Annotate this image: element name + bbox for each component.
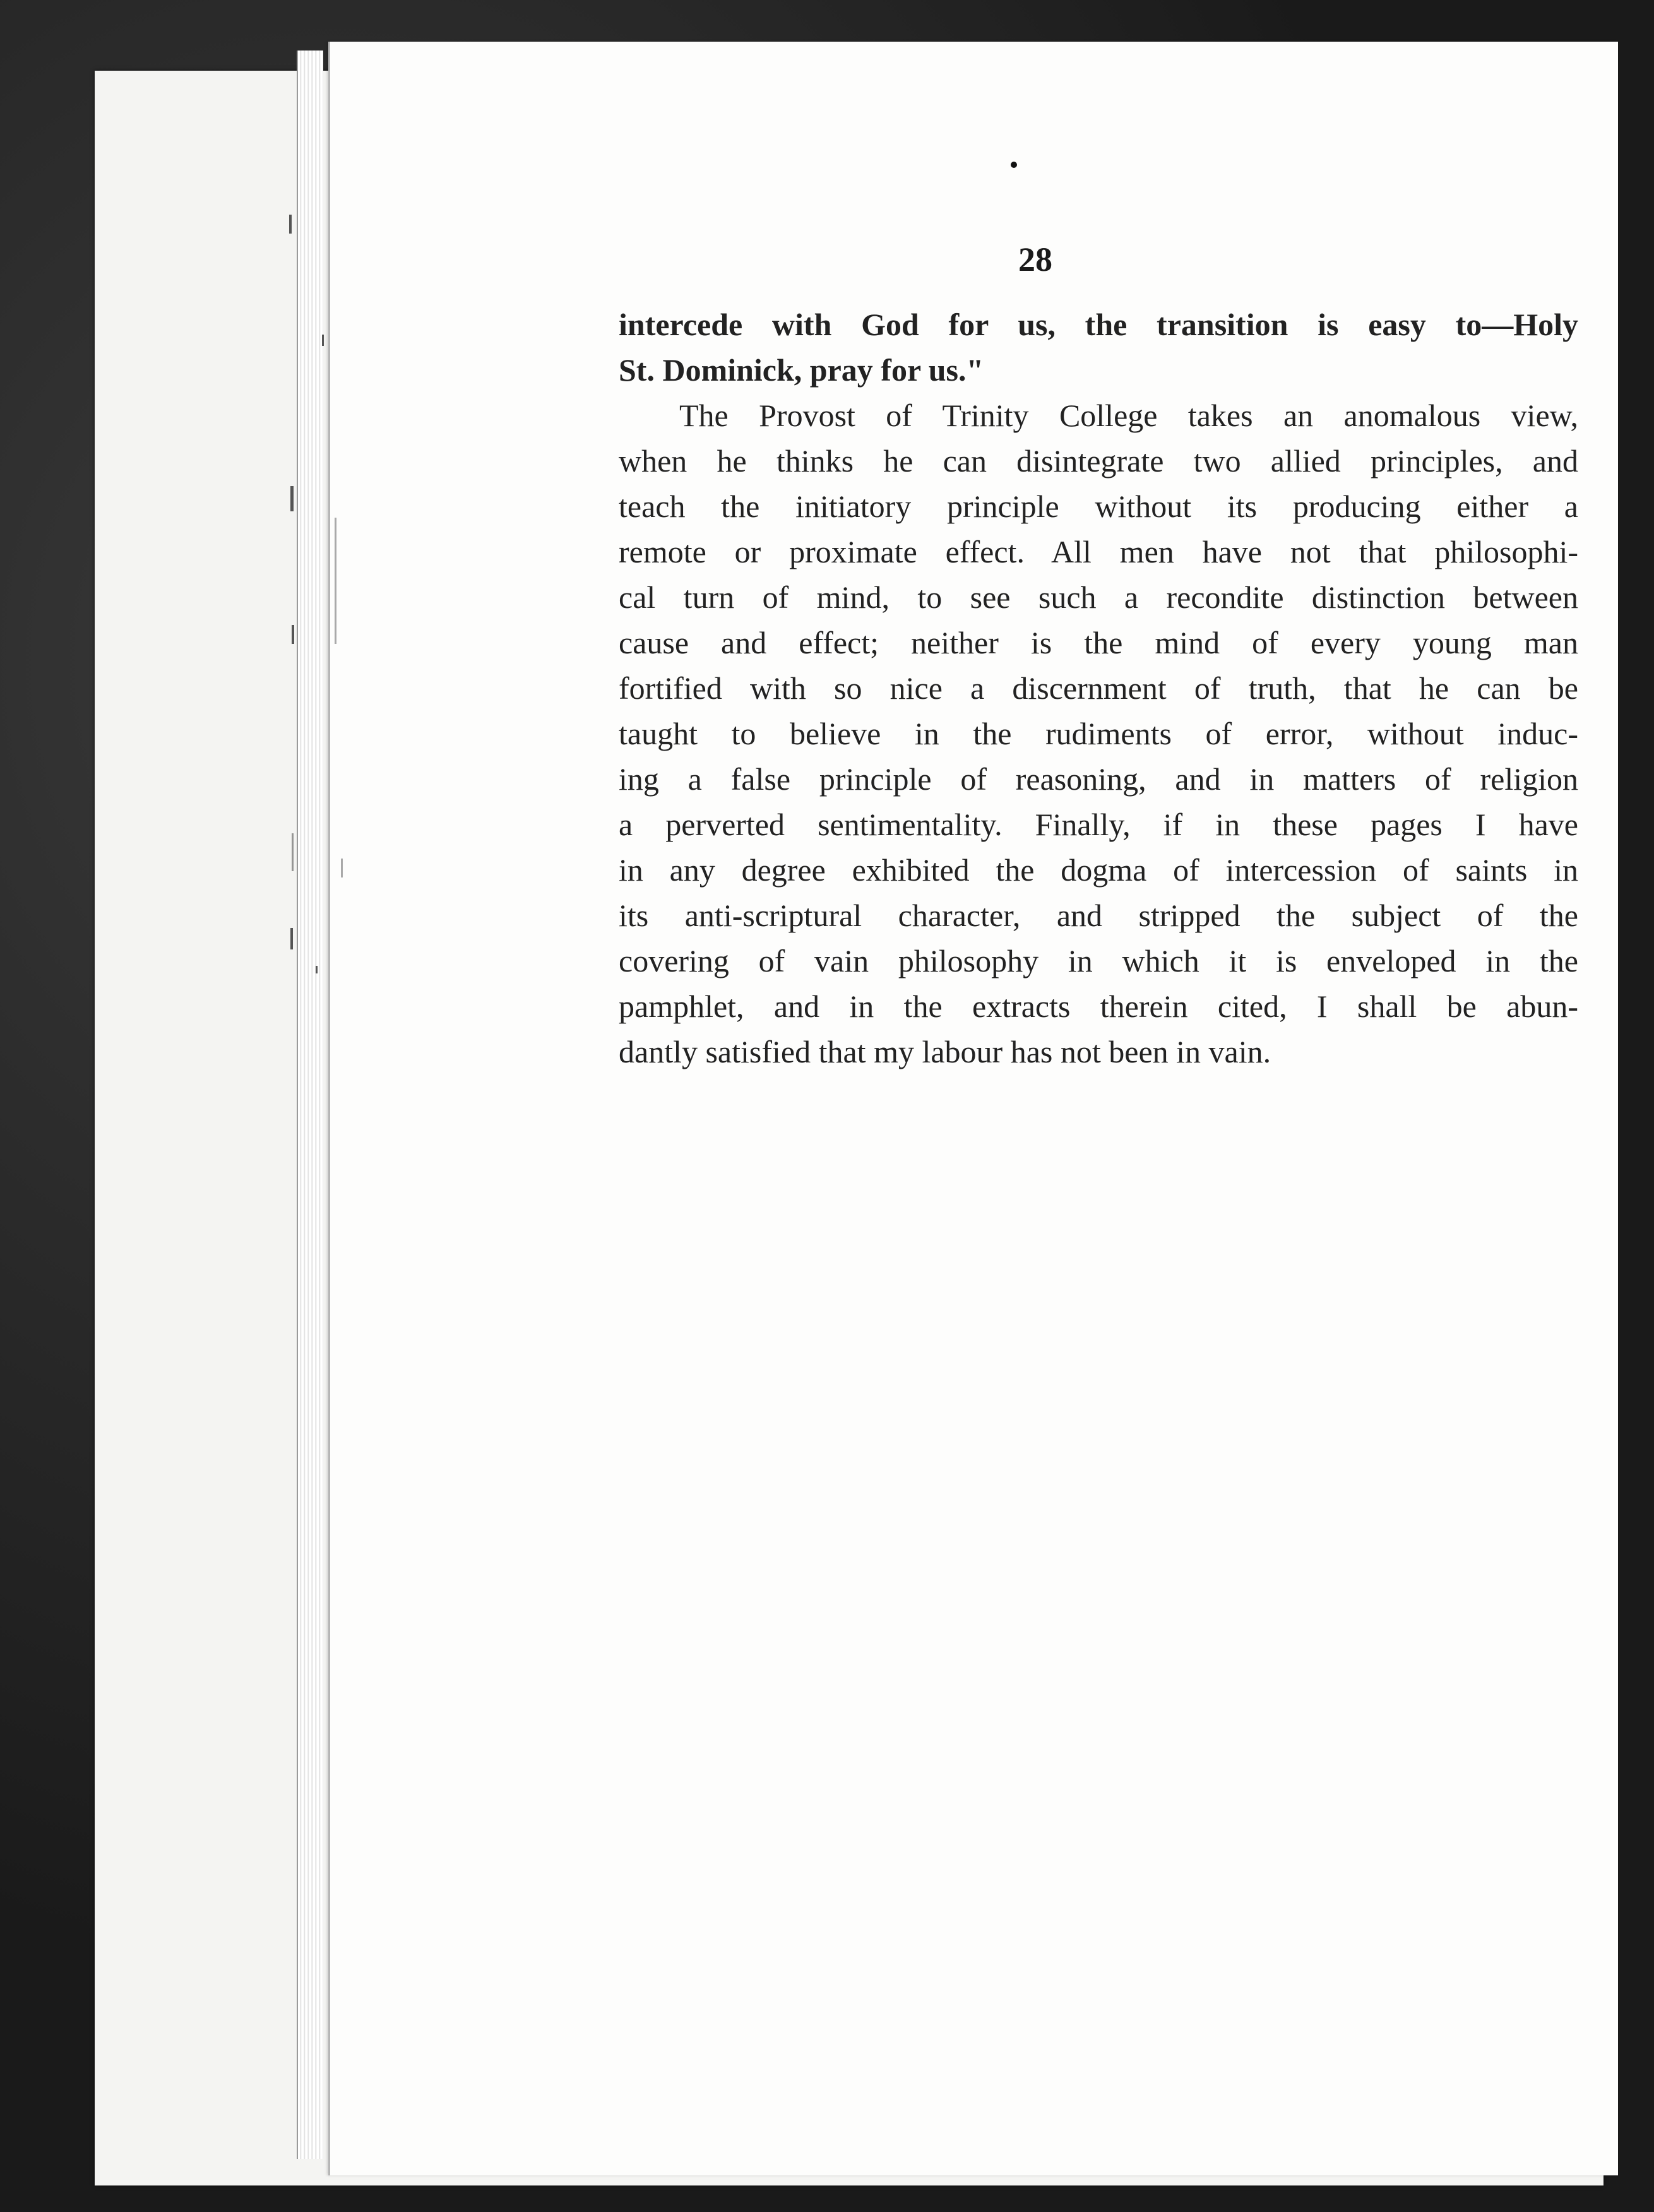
text-line: in any degree exhibited the dogma of intercession of saints in bbox=[619, 852, 1578, 888]
text-line: dantly satisfied that my labour has not been in vain. bbox=[619, 1034, 1271, 1069]
text-line: covering of vain philosophy in which it is enveloped in the bbox=[619, 943, 1578, 978]
text-line: pamphlet, and in the extracts therein cited, I shall be abun- bbox=[619, 989, 1578, 1024]
text-line: cause and effect; neither is the mind of every young man bbox=[619, 625, 1578, 660]
text-line: St. Dominick, pray for us." bbox=[619, 352, 984, 388]
text-line: remote or proximate effect. All men have not that philosophi- bbox=[619, 534, 1578, 569]
text-line: The Provost of Trinity College takes an anomalous view, bbox=[679, 398, 1578, 433]
text-line: cal turn of mind, to see such a recondite distinction between bbox=[619, 580, 1578, 615]
paragraph-2 bbox=[619, 393, 1578, 1074]
body-text bbox=[619, 302, 1578, 1074]
text-line: teach the initiatory principle without its producing either a bbox=[619, 489, 1578, 524]
text-line: fortified with so nice a discernment of truth, that he can be bbox=[619, 670, 1578, 706]
text-line: its anti-scriptural character, and stripped the subject of the bbox=[619, 898, 1578, 933]
text-line: when he thinks he can disintegrate two allied principles, and bbox=[619, 443, 1578, 479]
text-line: taught to believe in the rudiments of error, without induc- bbox=[619, 716, 1578, 751]
text-line: a perverted sentimentality. Finally, if in these pages I have bbox=[619, 807, 1578, 842]
text-line: ing a false principle of reasoning, and in matters of religion bbox=[619, 761, 1578, 797]
page-number: 28 bbox=[1018, 241, 1052, 278]
paragraph-1 bbox=[619, 302, 1578, 393]
text-line: intercede with God for us, the transition is easy to—Holy bbox=[619, 307, 1578, 342]
ink-speck bbox=[1011, 162, 1017, 168]
gutter-marks bbox=[278, 189, 417, 1073]
